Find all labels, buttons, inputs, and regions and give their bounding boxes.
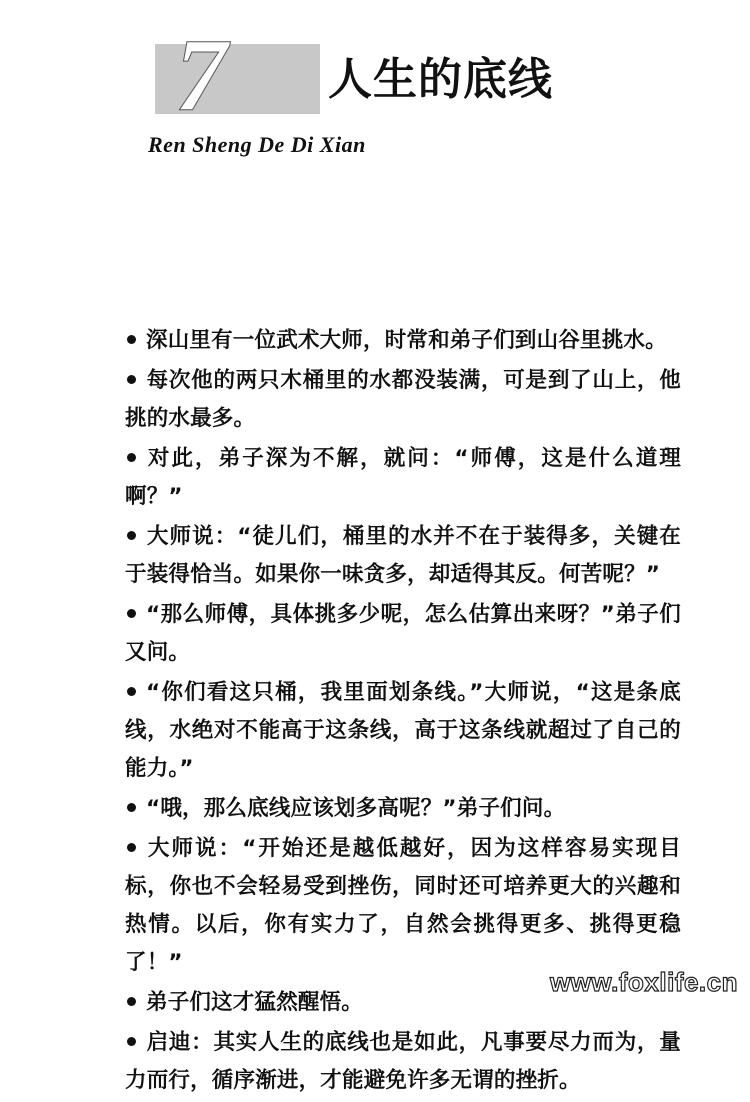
paragraph [125,322,681,360]
paragraph-text: 启迪：其实人生的底线也是如此，凡事要尽力而为，量力而行，循序渐进，才能避免许多无谓的挫折。 [125,1030,681,1093]
chapter-title: 人生的底线 [328,54,553,105]
bullet-icon [127,843,136,852]
paragraph-enlightenment [125,1024,681,1100]
paragraph [125,596,681,672]
bullet-icon [127,335,136,344]
paragraph-text: 弟子们这才猛然醒悟。 [146,990,364,1015]
paragraph-text: “那么师傅，具体挑多少呢，怎么估算出来呀？”弟子们又问。 [125,602,681,665]
watermark: www.foxlife.cn [549,967,738,997]
bullet-icon [127,375,136,384]
paragraph-text: 大师说：“开始还是越低越好，因为这样容易实现目标，你也不会轻易受到挫伤，同时还可培养更大的兴趣和热情。以后，你有实力了，自然会挑得更多、挑得更稳了！” [125,836,681,975]
bullet-icon [127,803,136,812]
paragraph [125,790,681,828]
chapter-number: 7 [175,18,227,133]
bullet-icon [127,1037,136,1046]
paragraph [125,674,681,788]
bullet-icon [127,997,136,1006]
paragraph-text: 每次他的两只木桶里的水都没装满，可是到了山上，他挑的水最多。 [125,368,681,431]
bullet-icon [127,687,136,696]
paragraph-text: 对此，弟子深为不解，就问：“师傅，这是什么道理啊？” [125,446,681,509]
paragraph-text: 大师说：“徒儿们，桶里的水并不在于装得多，关键在于装得恰当。如果你一味贪多，却适得其反。何苦呢？” [125,524,681,587]
paragraph-text: “哦，那么底线应该划多高呢？”弟子们问。 [146,796,566,821]
bullet-icon [127,453,136,462]
chapter-title-pinyin: Ren Sheng De Di Xian [148,132,366,157]
paragraph [125,830,681,982]
paragraph [125,440,681,516]
paragraph-text: 深山里有一位武术大师，时常和弟子们到山谷里挑水。 [146,328,667,353]
paragraph [125,518,681,594]
bullet-icon [127,531,136,540]
paragraph [125,362,681,438]
bullet-icon [127,609,136,618]
chapter-number-block [155,18,325,133]
paragraph-text: “你们看这只桶，我里面划条线。”大师说，“这是条底线，水绝对不能高于这条线，高于这条线就超过了自己的能力。” [125,680,681,781]
